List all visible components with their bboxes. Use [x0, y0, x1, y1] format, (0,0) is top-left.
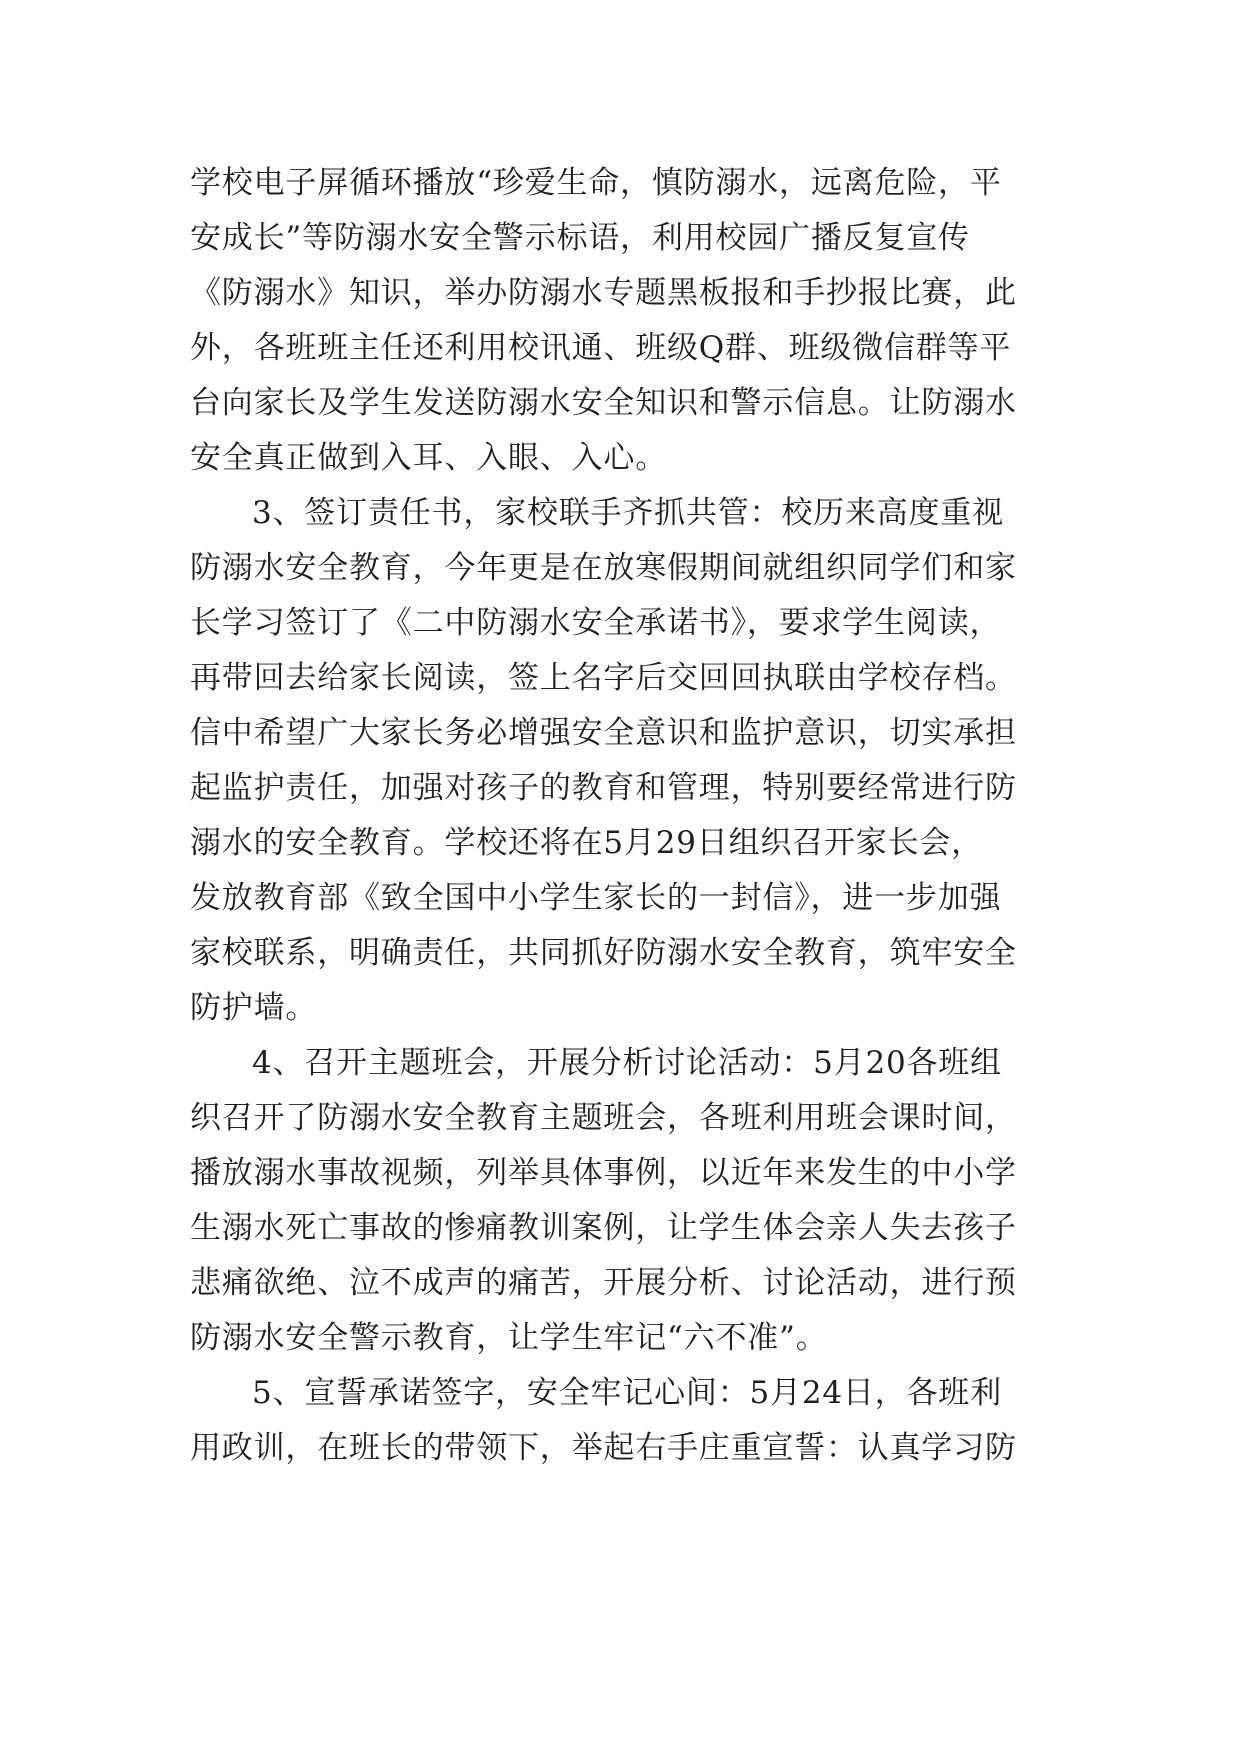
paragraph-line: 起监护责任，加强对孩子的教育和管理，特别要经常进行防 — [190, 770, 1017, 806]
paragraph-line: 安全真正做到入耳、入眼、入心。 — [190, 440, 667, 476]
paragraph-line: 《防溺水》知识，举办防溺水专题黑板报和手抄报比赛，此 — [190, 275, 1017, 311]
paragraph-line: 生溺水死亡事故的惨痛教训案例，让学生体会亲人失去孩子 — [190, 1210, 1017, 1246]
paragraph-line: 防溺水安全警示教育，让学生牢记“六不准”。 — [190, 1320, 828, 1356]
paragraph-line: 台向家长及学生发送防溺水安全知识和警示信息。让防溺水 — [190, 385, 1017, 421]
paragraph-line: 再带回去给家长阅读，签上名字后交回回执联由学校存档。 — [190, 660, 1017, 696]
paragraph-line: 信中希望广大家长务必增强安全意识和监护意识，切实承担 — [190, 715, 1017, 751]
paragraph-line: 播放溺水事故视频，列举具体事例，以近年来发生的中小学 — [190, 1155, 1017, 1191]
paragraph-line: 发放教育部《致全国中小学生家长的一封信》，进一步加强 — [190, 880, 1002, 916]
paragraph-line: 安成长”等防溺水安全警示标语，利用校园广播反复宣传 — [190, 220, 970, 256]
paragraph-line: 长学习签订了《二中防溺水安全承诺书》，要求学生阅读， — [190, 605, 1002, 641]
paragraph-line: 用政训，在班长的带领下，举起右手庄重宣誓：认真学习防 — [190, 1430, 1017, 1466]
paragraph-line: 家校联系，明确责任，共同抓好防溺水安全教育，筑牢安全 — [190, 935, 1017, 971]
paragraph-line: 学校电子屏循环播放“珍爱生命，慎防溺水，远离危险，平 — [190, 165, 1002, 201]
paragraph-line: 织召开了防溺水安全教育主题班会，各班利用班会课时间， — [190, 1100, 1017, 1136]
paragraph-line: 3、签订责任书，家校联手齐抓共管：校历来高度重视 — [252, 495, 1004, 531]
paragraph-line: 外，各班班主任还利用校讯通、班级Q群、班级微信群等平 — [190, 330, 1012, 366]
paragraph-line: 5、宣誓承诺签字，安全牢记心间：5月24日，各班利 — [252, 1375, 1002, 1411]
paragraph-line: 溺水的安全教育。学校还将在5月29日组织召开家长会， — [190, 825, 983, 861]
paragraph-line: 悲痛欲绝、泣不成声的痛苦，开展分析、讨论活动，进行预 — [190, 1265, 1017, 1301]
paragraph-line: 防溺水安全教育，今年更是在放寒假期间就组织同学们和家 — [190, 550, 1017, 586]
paragraph-line: 防护墙。 — [190, 990, 318, 1026]
paragraph-line: 4、召开主题班会，开展分析讨论活动：5月20各班组 — [252, 1045, 1002, 1081]
